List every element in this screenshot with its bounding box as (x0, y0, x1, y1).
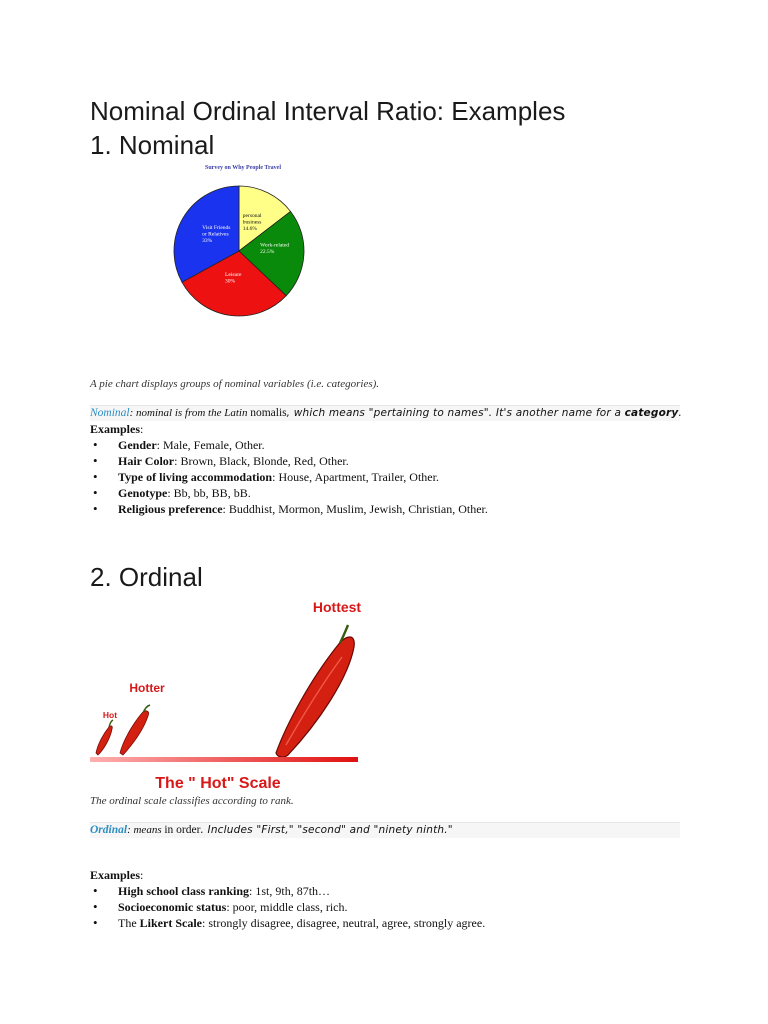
list-item: • High school class ranking: 1st, 9th, 87th… (90, 883, 485, 899)
pie-chart-svg (165, 160, 325, 325)
pepper-medium-icon (120, 705, 150, 755)
list-item: • Socioeconomic status: poor, middle class, rich. (90, 899, 485, 915)
chart-title: Survey on Why People Travel (204, 165, 282, 171)
ordinal-def-text1: : means (127, 824, 165, 836)
ordinal-examples-label: Examples: (90, 868, 144, 882)
hot-scale-image (90, 595, 380, 795)
nominal-def-text4: category (624, 407, 679, 419)
pie-label: Leisure 30% (224, 271, 242, 285)
nominal-def-text1: : nominal is from the Latin (129, 407, 251, 419)
list-item: • Genotype: Bb, bb, BB, bB. (90, 485, 488, 501)
nominal-definition (90, 405, 680, 421)
label-hotter: Hotter (129, 681, 165, 695)
nominal-def-text5: . (678, 407, 682, 419)
ordinal-definition (90, 822, 680, 838)
page-title: Nominal Ordinal Interval Ratio: Examples (90, 96, 566, 126)
section-heading-ordinal: 2. Ordinal (90, 562, 203, 592)
label-hottest: Hottest (312, 599, 362, 615)
nominal-examples-label: Examples: (90, 422, 144, 436)
pie-label: Work-related 22.5% (260, 242, 290, 256)
label-hot-scale: The " Hot" Scale (155, 775, 281, 792)
nominal-def-text3: , which means "pertaining to names". It's another name for a (286, 407, 625, 419)
nominal-term: Nominal (90, 407, 130, 419)
nominal-def-text2: nomalis (250, 407, 287, 419)
pie-chart (165, 160, 325, 325)
ordinal-caption: The ordinal scale classifies according to rank. (90, 795, 294, 807)
ordinal-term: Ordinal (90, 824, 128, 836)
list-item: • Religious preference: Buddhist, Mormon, Muslim, Jewish, Christian, Other. (90, 501, 488, 517)
section-heading-nominal: 1. Nominal (90, 130, 215, 160)
pie-label: personal business 14.6% (242, 213, 262, 233)
ordinal-def-text2: in order (164, 824, 201, 836)
list-item: • Gender: Male, Female, Other. (90, 437, 488, 453)
pie-label: Visit Friends or Relatives 33% (202, 225, 231, 245)
list-item: • Hair Color: Brown, Black, Blonde, Red, Other. (90, 453, 488, 469)
list-item: • The Likert Scale: strongly disagree, disagree, neutral, agree, strongly agree. (90, 915, 485, 931)
scale-line (90, 757, 358, 762)
pepper-large-icon (276, 625, 354, 757)
hot-scale-svg (90, 595, 380, 795)
list-item: • Type of living accommodation: House, Apartment, Trailer, Other. (90, 469, 488, 485)
ordinal-def-text3: . Includes "First," "second" and "ninety ninth." (200, 824, 453, 836)
ordinal-examples-list (90, 883, 485, 931)
pie-caption: A pie chart displays groups of nominal variables (i.e. categories). (90, 378, 380, 390)
label-hot: Hot (102, 710, 118, 720)
pepper-small-icon (96, 720, 113, 755)
nominal-examples-list (90, 437, 488, 517)
